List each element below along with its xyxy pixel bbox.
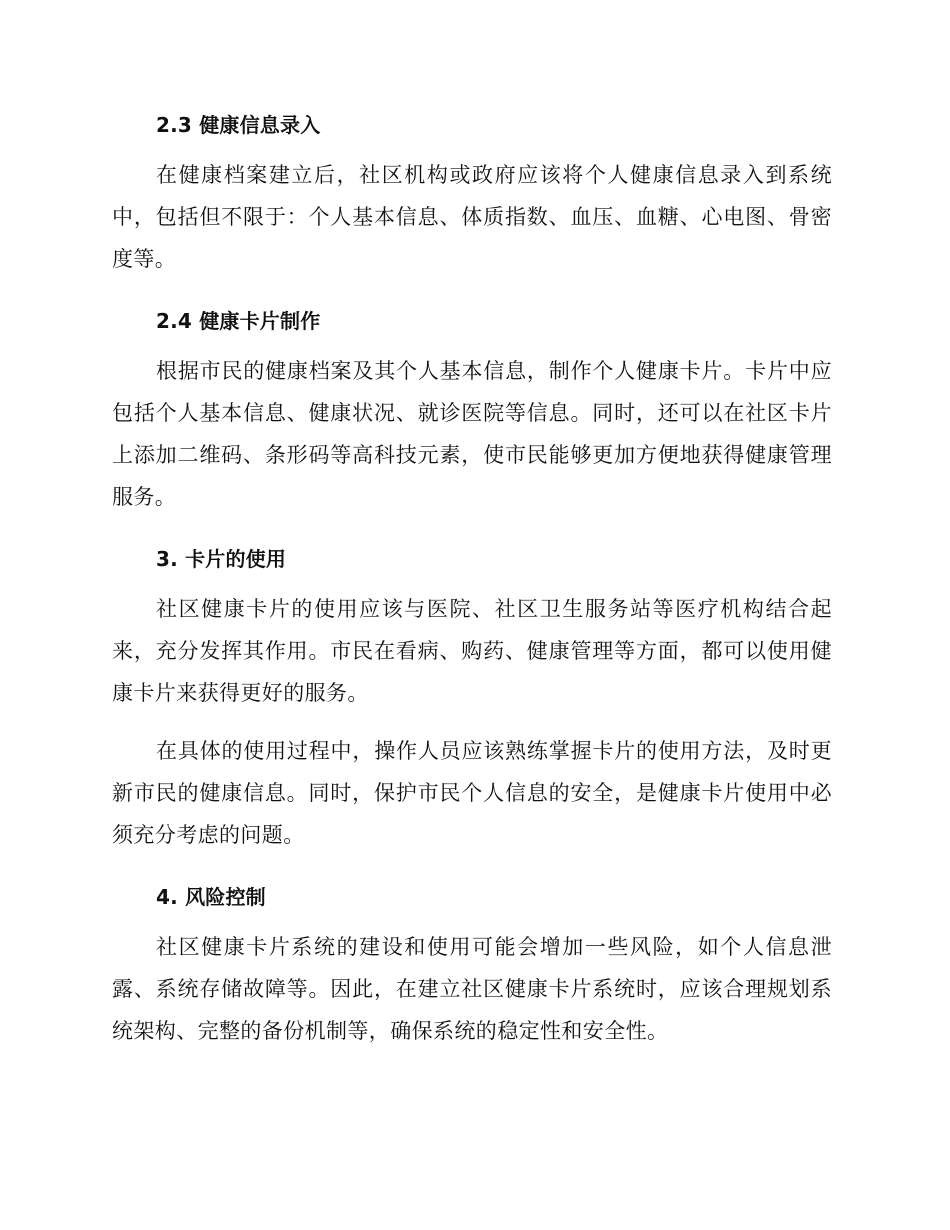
document-body <box>112 110 832 1052</box>
section-heading-3: 3. 卡片的使用 <box>156 547 287 571</box>
section-3-paragraph-1: 社区健康卡片的使用应该与医院、社区卫生服务站等医疗机构结合起来，充分发挥其作用。市民在看病、购药、健康管理等方面，都可以使用健康卡片来获得更好的服务。 <box>112 597 832 705</box>
section-4-paragraph: 社区健康卡片系统的建设和使用可能会增加一些风险，如个人信息泄露、系统存储故障等。因此，在建立社区健康卡片系统时，应该合理规划系统架构、完整的备份机制等，确保系统的稳定性和安全性。 <box>112 935 832 1043</box>
section-heading-2-3: 2.3 健康信息录入 <box>156 113 321 137</box>
section-2-3-paragraph: 在健康档案建立后，社区机构或政府应该将个人健康信息录入到系统中，包括但不限于：个人基本信息、体质指数、血压、血糖、心电图、骨密度等。 <box>112 163 832 271</box>
section-heading-2-4: 2.4 健康卡片制作 <box>156 309 321 333</box>
section-3-paragraph-2: 在具体的使用过程中，操作人员应该熟练掌握卡片的使用方法，及时更新市民的健康信息。同时，保护市民个人信息的安全，是健康卡片使用中必须充分考虑的问题。 <box>112 739 832 847</box>
section-2-4-paragraph: 根据市民的健康档案及其个人基本信息，制作个人健康卡片。卡片中应包括个人基本信息、健康状况、就诊医院等信息。同时，还可以在社区卡片上添加二维码、条形码等高科技元素，使市民能够更加方便地获得健康管理服务。 <box>112 359 832 509</box>
section-heading-4: 4. 风险控制 <box>156 885 266 909</box>
